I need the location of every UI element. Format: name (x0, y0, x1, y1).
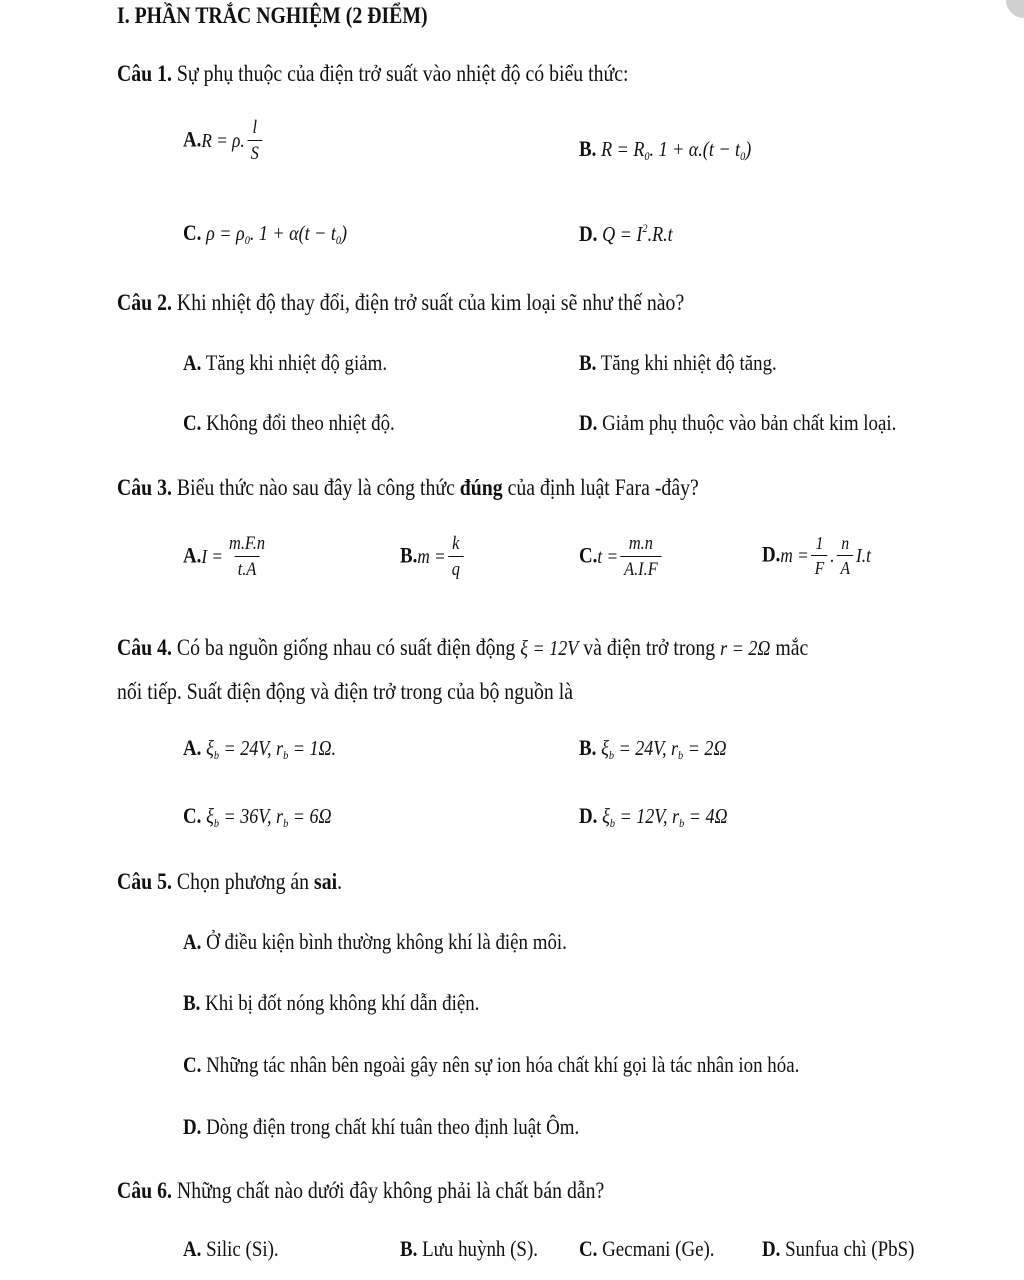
option-key: C. (579, 542, 598, 568)
question-4 (117, 636, 808, 659)
subscript: b (283, 748, 289, 762)
formula (206, 221, 347, 245)
denominator: A (837, 555, 853, 577)
section-title: PHẦN TRẮC NGHIỆM (2 ĐIỂM) (134, 3, 428, 28)
formula-lhs: m = (780, 544, 809, 567)
formula: m = $\frac{1}{F}$ . $\frac{n}{A}$ I.t (780, 533, 871, 578)
fraction (811, 534, 827, 577)
subscript: b (608, 748, 614, 762)
formula-lhs: ρ = ρ (206, 221, 245, 245)
formula-tail: ) (745, 137, 752, 161)
q3-option-c[interactable] (579, 534, 664, 579)
formula: $\xi_b = 24V$, $r_b = 2\Omega$ (601, 736, 727, 762)
question-label: Câu 5. (117, 869, 172, 894)
formula-lhs: R = ρ. (201, 129, 245, 152)
emf-value: = 36V (223, 804, 268, 828)
fraction (448, 534, 463, 579)
question-label: Câu 3. (117, 475, 172, 500)
emf-value: = 24V (223, 736, 268, 760)
formula-lhs: Q = I (602, 222, 643, 246)
q1-option-c[interactable] (183, 222, 347, 246)
page-corner-shadow (1006, 0, 1024, 18)
formula: $\xi_b = 24V$, $r_b = 1\Omega$. (206, 736, 337, 762)
option-key: D. (579, 221, 598, 246)
formula (601, 137, 751, 161)
denominator: A.I.F (621, 556, 661, 579)
resistance-value: = 1Ω (292, 736, 332, 760)
option-key: B. (579, 350, 597, 375)
emf-value: ξ = 12V (520, 636, 579, 660)
option-text: Sunfua chì (PbS) (785, 1236, 915, 1261)
numerator: l (252, 117, 258, 138)
option-key: C. (579, 1236, 598, 1261)
q3-option-a[interactable] (183, 534, 271, 579)
r-symbol: r (276, 804, 284, 828)
fraction (837, 534, 853, 577)
formula-rhs: . 1 + α(t − t (249, 221, 336, 245)
formula-end: . (331, 736, 337, 760)
resistance-value: r = 2Ω (720, 636, 771, 660)
option-text: Không đổi theo nhiệt độ. (206, 410, 395, 435)
question-emphasis: đúng (459, 475, 503, 500)
formula-rhs: .R.t (647, 222, 673, 246)
q4-option-c[interactable] (183, 805, 332, 829)
option-text: Tăng khi nhiệt độ giảm. (205, 350, 388, 375)
denominator: S (247, 140, 262, 163)
option-key: D. (579, 410, 598, 435)
formula-lhs: I = (201, 545, 224, 568)
subscript: b (679, 816, 685, 830)
question-2 (117, 291, 684, 314)
option-key: B. (400, 1236, 418, 1261)
numerator: m.F.n (229, 533, 266, 554)
question-text-end: . (337, 869, 343, 894)
denominator: t.A (234, 556, 259, 579)
option-key: B. (579, 136, 597, 161)
q6-option-b[interactable] (400, 1238, 538, 1260)
resistance-value: = 4Ω (688, 804, 728, 828)
option-key: D. (183, 1114, 202, 1139)
q6-option-a[interactable] (183, 1238, 279, 1260)
q3-option-b[interactable] (400, 534, 466, 579)
option-key: C. (183, 803, 202, 828)
numerator: 1 (815, 533, 824, 553)
option-key: D. (579, 803, 598, 828)
option-text: Tăng khi nhiệt độ tăng. (600, 350, 777, 375)
subscript: 0 (335, 233, 342, 247)
q6-option-c[interactable] (579, 1238, 715, 1260)
subscript: b (678, 748, 684, 762)
option-text: Khi bị đốt nóng không khí dẫn điện. (205, 990, 480, 1015)
numerator: n (841, 533, 850, 553)
r-symbol: r (672, 804, 680, 828)
section-roman: I. (117, 3, 130, 28)
fraction (621, 534, 661, 579)
q1-option-d[interactable] (579, 222, 673, 245)
q1-option-a[interactable] (183, 118, 265, 163)
q5-option-c[interactable] (183, 1054, 799, 1076)
formula-lhs: t = (597, 545, 619, 568)
question-label: Câu 6. (117, 1178, 172, 1203)
question-6 (117, 1179, 604, 1202)
question-text: Có ba nguồn giống nhau có suất điện động (176, 635, 516, 660)
subscript: 0 (244, 233, 250, 247)
emf-symbol: ξ (601, 736, 609, 760)
option-key: B. (400, 542, 418, 568)
question-text-mid: và điện trở trong (583, 635, 716, 660)
question-4-line-2 (117, 680, 573, 703)
question-text: Chọn phương án (176, 869, 310, 894)
r-symbol: r (276, 736, 284, 760)
option-text: Gecmani (Ge). (602, 1236, 715, 1261)
formula (201, 118, 264, 163)
option-text: Ở điều kiện bình thường không khí là điện môi. (206, 929, 567, 954)
option-key: A. (183, 350, 202, 375)
q2-option-c[interactable] (183, 412, 395, 434)
superscript: 2 (642, 221, 648, 235)
option-text: Lưu huỳnh (S). (422, 1236, 538, 1261)
question-text: Sự phụ thuộc của điện trở suất vào nhiệt độ có biểu thức: (176, 61, 629, 86)
q5-option-d[interactable] (183, 1116, 579, 1138)
resistance-value: = 2Ω (687, 736, 727, 760)
emf-value: = 12V (619, 804, 664, 828)
option-key: D. (762, 1236, 781, 1261)
option-key: A. (183, 1236, 202, 1261)
subscript: 0 (644, 149, 650, 163)
subscript: b (609, 816, 616, 830)
subscript: b (213, 816, 220, 830)
option-key: D. (762, 541, 781, 567)
option-key: A. (183, 542, 202, 568)
q4-option-a[interactable] (183, 737, 336, 761)
question-emphasis: sai (314, 869, 338, 894)
question-label: Câu 1. (117, 61, 172, 86)
question-5 (117, 870, 342, 893)
question-label: Câu 4. (117, 635, 172, 660)
denominator: q (448, 556, 463, 579)
r-symbol: r (671, 736, 679, 760)
option-key: A. (183, 735, 202, 760)
option-key: C. (183, 220, 202, 245)
q5-option-b[interactable] (183, 992, 479, 1014)
denominator: F (811, 555, 827, 577)
formula (201, 534, 271, 579)
option-key: C. (183, 410, 202, 435)
question-3 (117, 476, 699, 499)
option-text: Những tác nhân bên ngoài gây nên sự ion hóa chất khí gọi là tác nhân ion hóa. (206, 1052, 800, 1077)
option-key: A. (183, 929, 202, 954)
q5-option-a[interactable] (183, 931, 567, 953)
formula-tail: ) (341, 221, 348, 245)
numerator: k (452, 533, 460, 554)
question-text: Những chất nào dưới đây không phải là chất bán dẫn? (176, 1178, 605, 1203)
subscript: 0 (740, 149, 746, 163)
emf-value: = 24V (618, 736, 662, 760)
formula: $\xi_b = 36V$, $r_b = 6\Omega$ (206, 804, 332, 830)
formula-tail: I.t (856, 544, 871, 567)
formula (417, 534, 466, 579)
formula-lhs: R = R (601, 137, 645, 161)
formula-lhs: m = (417, 545, 446, 568)
subscript: b (283, 816, 289, 830)
fraction (226, 534, 269, 579)
option-text: Giảm phụ thuộc vào bản chất kim loại. (602, 410, 897, 435)
option-key: C. (183, 1052, 202, 1077)
option-key: B. (579, 735, 597, 760)
emf-symbol: ξ (602, 804, 610, 828)
option-text: Silic (Si). (206, 1236, 279, 1261)
question-text: Khi nhiệt độ thay đổi, điện trở suất của kim loại sẽ như thế nào? (176, 290, 685, 315)
q6-option-d[interactable] (762, 1238, 914, 1260)
option-text: Dòng điện trong chất khí tuân theo định luật Ôm. (206, 1114, 580, 1139)
formula: $\xi_b = 12V$, $r_b = 4\Omega$ (602, 804, 728, 830)
option-key: A. (183, 126, 202, 152)
q3-option-d[interactable] (762, 534, 871, 577)
q4-option-d[interactable] (579, 805, 728, 829)
emf-symbol: ξ (206, 804, 214, 828)
q2-option-a[interactable] (183, 352, 387, 374)
q2-option-b[interactable] (579, 352, 777, 374)
fraction (247, 118, 262, 163)
question-text: Biểu thức nào sau đây là công thức (176, 475, 455, 500)
resistance-value: = 6Ω (292, 804, 332, 828)
formula (602, 222, 673, 246)
option-key: B. (183, 990, 201, 1015)
question-text-end: của định luật Fara -đây? (507, 475, 699, 500)
formula-rhs: . 1 + α.(t − t (649, 137, 741, 161)
q2-option-d[interactable] (579, 412, 896, 434)
subscript: b (213, 748, 220, 762)
question-text: nối tiếp. Suất điện động và điện trở trong của bộ nguồn là (117, 679, 573, 704)
section-heading (117, 4, 428, 27)
emf-symbol: ξ (206, 736, 214, 760)
question-label: Câu 2. (117, 290, 172, 315)
q1-option-b[interactable] (579, 138, 751, 162)
numerator: m.n (628, 533, 653, 554)
question-1 (117, 62, 628, 85)
q4-option-b[interactable] (579, 737, 727, 761)
formula (597, 534, 663, 579)
question-text-end: mắc (775, 635, 809, 660)
